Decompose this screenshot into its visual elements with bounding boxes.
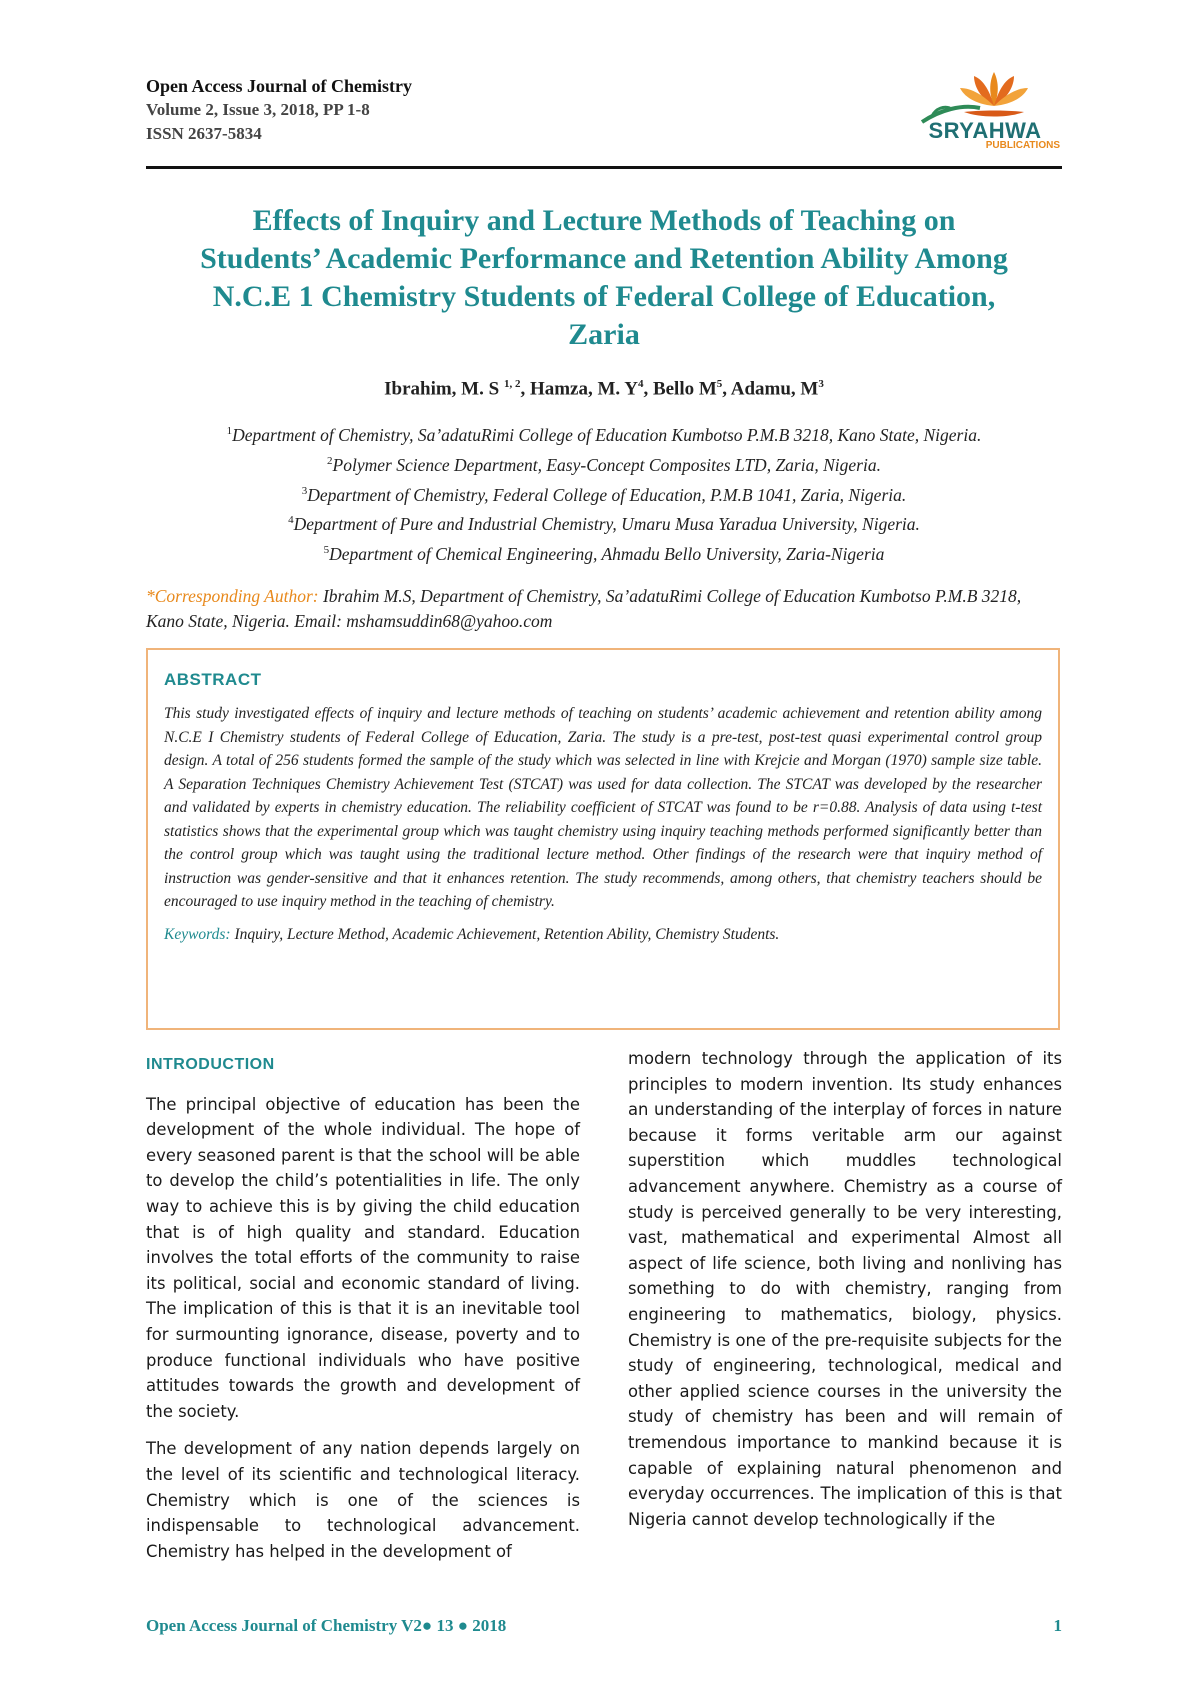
section-heading: INTRODUCTION bbox=[146, 1056, 275, 1073]
journal-header bbox=[146, 74, 412, 146]
author-affil-sup: 1, 2 bbox=[503, 378, 521, 390]
keywords-text: Inquiry, Lecture Method, Academic Achievement, Retention Ability, Chemistry Students. bbox=[230, 925, 780, 943]
affiliation bbox=[146, 418, 1062, 448]
abstract-heading: ABSTRACT bbox=[164, 670, 262, 689]
author-affil-sup: 3 bbox=[818, 378, 824, 390]
header-divider bbox=[146, 166, 1062, 169]
abstract-box bbox=[146, 648, 1060, 1030]
journal-name: Open Access Journal of Chemistry bbox=[146, 76, 412, 96]
corresponding-text: Ibrahim M.S, Department of Chemistry, Sa’adatuRimi College of Education Kumbotso P.M.B 3218, Kano State, Nigeria. Email: mshamsuddin68@yahoo.com bbox=[146, 586, 1022, 631]
affil-text: Department of Chemistry, Sa’adatuRimi College of Education Kumbotso P.M.B 3218, Kano State, Nigeria. bbox=[232, 424, 982, 445]
affil-sup: 3 bbox=[301, 484, 308, 497]
paper-title bbox=[130, 202, 1078, 354]
title-line: Students’ Academic Performance and Retention Ability Among bbox=[200, 242, 1008, 275]
author-affil-sup: 4 bbox=[637, 378, 644, 390]
title-line: Effects of Inquiry and Lecture Methods of Teaching on bbox=[252, 204, 956, 237]
affiliation bbox=[146, 448, 1062, 478]
paragraph: modern technology through the application of its principles to modern invention. Its study enhances an understanding of the interplay of forces in nature because it forms veritable arm our against superstition which muddles technological advancement anywhere. Chemistry as a course of study is perceived generally to be very interesting, vast, mathematical and experimental Almost all aspect of life science, both living and nonliving has something to do with chemistry, ranging from engineering to mathematics, biology, physics. Chemistry is one of the pre-requisite subjects for the study of engineering, technological, medical and other applied science courses in the university the study of chemistry has been and will remain of tremendous importance to mankind because it is capable of explaining natural phenomenon and everyday occurrences. The implication of this is that Nigeria cannot develop technologically if the bbox=[628, 1049, 1062, 1529]
page-footer bbox=[146, 1616, 1062, 1636]
paragraph: The principal objective of education has been the development of the whole individual. The hope of every seasoned parent is that the school will be able to develop the child’s potentialities in life. The only way to achieve this is by giving the child education that is of high quality and standard. Education involves the total efforts of the community to raise its political, social and economic standard of living. The implication of this is that it is an inevitable tool for surmounting ignorance, disease, poverty and to produce functional individuals who have positive attitudes towards the growth and development of the society. bbox=[146, 1094, 580, 1421]
issn: ISSN 2637-5834 bbox=[146, 124, 262, 143]
affiliations bbox=[146, 418, 1062, 567]
author-list bbox=[146, 378, 1062, 400]
paragraph: The development of any nation depends largely on the level of its scientific and technological literacy. Chemistry which is one of the sciences is indispensable to technological advancement. Chemistry has helped in the development of bbox=[146, 1439, 580, 1561]
affil-text: Polymer Science Department, Easy-Concept Composites LTD, Zaria, Nigeria. bbox=[332, 454, 881, 475]
affiliation bbox=[146, 537, 1062, 567]
affil-sup: 4 bbox=[288, 514, 294, 527]
author-name: , Hamza, M. Y bbox=[520, 378, 638, 400]
author-name: , Adamu, M bbox=[722, 378, 819, 400]
affil-sup: 5 bbox=[323, 544, 330, 557]
author-affil-sup: 5 bbox=[716, 378, 723, 390]
author-name: , Bello M bbox=[643, 378, 717, 400]
keywords bbox=[164, 926, 1042, 944]
lotus-icon bbox=[910, 66, 1060, 126]
affil-sup: 1 bbox=[226, 425, 233, 437]
affil-text: Department of Chemical Engineering, Ahmadu Bello University, Zaria-Nigeria bbox=[329, 544, 885, 565]
title-line: N.C.E 1 Chemistry Students of Federal College of Education, bbox=[212, 280, 996, 313]
corresponding-label: *Corresponding Author: bbox=[146, 586, 319, 606]
logo-subtext: PUBLICATIONS bbox=[985, 140, 1060, 151]
publisher-logo bbox=[910, 66, 1060, 156]
title-line: Zaria bbox=[568, 318, 640, 351]
right-column bbox=[628, 1046, 1062, 1544]
volume-line: Volume 2, Issue 3, 2018, PP 1-8 bbox=[146, 100, 370, 119]
left-column bbox=[146, 1052, 580, 1576]
logo-text: SRYAHWA bbox=[928, 118, 1042, 143]
footer-text: Open Access Journal of Chemistry V2● 13 ● 2018 bbox=[146, 1616, 507, 1635]
page-number: 1 bbox=[1053, 1616, 1062, 1635]
affil-sup: 2 bbox=[327, 454, 333, 467]
affil-text: Department of Pure and Industrial Chemistry, Umaru Musa Yaradua University, Nigeria. bbox=[293, 514, 920, 535]
corresponding-author bbox=[146, 584, 1062, 634]
affiliation bbox=[146, 507, 1062, 537]
affil-text: Department of Chemistry, Federal College of Education, P.M.B 1041, Zaria, Nigeria. bbox=[307, 484, 907, 505]
keywords-label: Keywords: bbox=[164, 925, 231, 943]
author-name: Ibrahim, M. S bbox=[384, 378, 504, 400]
affiliation bbox=[146, 478, 1062, 508]
abstract-body: This study investigated effects of inquiry and lecture methods of teaching on students’ academic achievement and retention ability among N.C.E I Chemistry students of Federal College of Education, Zaria. The study is a pre-test, post-test quasi experimental control group design. A total of 256 students formed the sample of the study which was selected in line with Krejcie and Morgan (1970) sample size table. A Separation Techniques Chemistry Achievement Test (STCAT) was used for data collection. The STCAT was developed by the researcher and validated by experts in chemistry education. The reliability coefficient of STCAT was found to be r=0.88. Analysis of data using t-test statistics shows that the experimental group which was taught chemistry using inquiry teaching methods performed significantly better than the control group which was taught using the traditional lecture method. Other findings of the research were that inquiry method of instruction was gender-sensitive and that it enhances retention. The study recommends, among others, that chemistry teachers should be encouraged to use inquiry method in the teaching of chemistry. bbox=[164, 705, 1042, 910]
